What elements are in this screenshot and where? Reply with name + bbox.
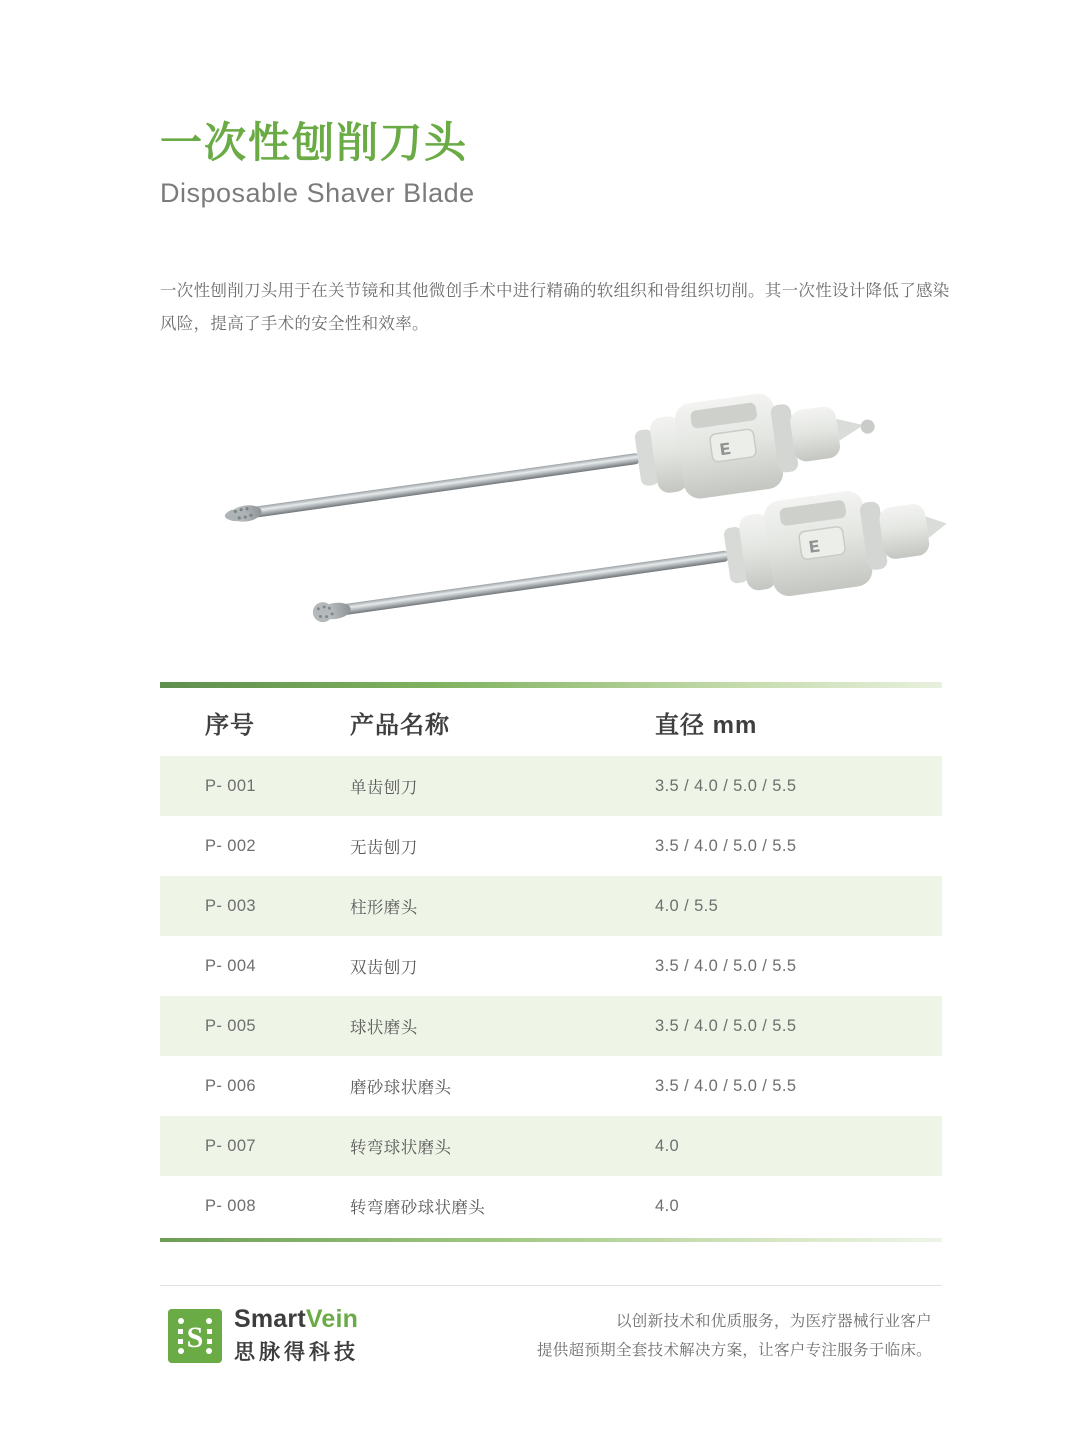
cell-no: P- 004	[205, 956, 257, 975]
brand-lockup	[160, 1306, 500, 1367]
cell-diameter: 4.0	[655, 1136, 680, 1155]
cell-name: 柱形磨头	[350, 899, 418, 917]
logo-circuit-icon	[168, 1309, 222, 1363]
brand-name-en-vein: Vein	[305, 1304, 359, 1333]
cell-diameter: 3.5 / 4.0 / 5.0 / 5.5	[655, 956, 797, 975]
table-row	[160, 996, 942, 1056]
brand-text	[234, 1306, 359, 1367]
svg-text:ᴇ: ᴇ	[717, 434, 732, 461]
table-header-no: 序号	[205, 711, 255, 739]
cell-no: P- 001	[205, 776, 257, 795]
cell-diameter: 3.5 / 4.0 / 5.0 / 5.5	[655, 1016, 797, 1035]
table-row	[160, 816, 942, 876]
cell-name: 转弯磨砂球状磨头	[350, 1199, 486, 1217]
brand-name-en-smart: Smart	[234, 1304, 306, 1333]
product-photo	[160, 350, 950, 660]
table-row	[160, 1176, 942, 1236]
cell-diameter: 4.0 / 5.5	[655, 896, 719, 915]
cell-name: 转弯球状磨头	[350, 1139, 452, 1157]
cell-name: 球状磨头	[350, 1019, 418, 1037]
table-row	[160, 756, 942, 816]
cell-no: P- 005	[205, 1016, 257, 1035]
cell-no: P- 002	[205, 836, 257, 855]
table-row	[160, 1116, 942, 1176]
page-footer	[160, 1288, 942, 1384]
cell-name: 无齿刨刀	[350, 839, 418, 857]
footer-slogan	[500, 1307, 942, 1366]
cell-name: 磨砂球状磨头	[350, 1079, 452, 1097]
cell-name: 双齿刨刀	[350, 959, 418, 977]
footer-divider	[160, 1285, 942, 1286]
cell-diameter: 3.5 / 4.0 / 5.0 / 5.5	[655, 836, 797, 855]
table-bottom-rule	[160, 1238, 942, 1242]
cell-diameter: 4.0	[655, 1196, 680, 1215]
page-title-cn: 一次性刨削刀头	[160, 119, 469, 166]
page-title-en: Disposable Shaver Blade	[160, 178, 475, 209]
smartvein-logo-icon	[168, 1309, 222, 1363]
cell-no: P- 006	[205, 1076, 257, 1095]
cell-diameter: 3.5 / 4.0 / 5.0 / 5.5	[655, 776, 797, 795]
cell-name: 单齿刨刀	[350, 779, 418, 797]
table-header-name: 产品名称	[350, 711, 450, 739]
spec-table	[160, 682, 942, 1242]
table-row	[160, 1056, 942, 1116]
cell-no: P- 003	[205, 896, 257, 915]
svg-text:ᴇ: ᴇ	[806, 531, 821, 558]
brand-name-cn: 思脉得科技	[234, 1341, 359, 1365]
table-row	[160, 936, 942, 996]
cell-no: P- 008	[205, 1196, 257, 1215]
table-header-diameter: 直径 mm	[655, 711, 758, 739]
shaver-blade-illustration	[160, 350, 950, 660]
table-row	[160, 876, 942, 936]
page-header	[160, 118, 960, 209]
table-header-row	[160, 688, 942, 756]
brand-name-en	[234, 1306, 359, 1334]
footer-slogan-line1: 以创新技术和优质服务，为医疗器械行业客户	[615, 1312, 932, 1330]
svg-text:S: S	[186, 1321, 204, 1354]
cell-diameter: 3.5 / 4.0 / 5.0 / 5.5	[655, 1076, 797, 1095]
footer-slogan-line2: 提供超预期全套技术解决方案，让客户专注服务于临床。	[536, 1342, 932, 1359]
intro-paragraph: 一次性刨削刀头用于在关节镜和其他微创手术中进行精确的软组织和骨组织切削。其一次性设计降低了感染风险，提高了手术的安全性和效率。	[160, 282, 950, 333]
cell-no: P- 007	[205, 1136, 257, 1155]
